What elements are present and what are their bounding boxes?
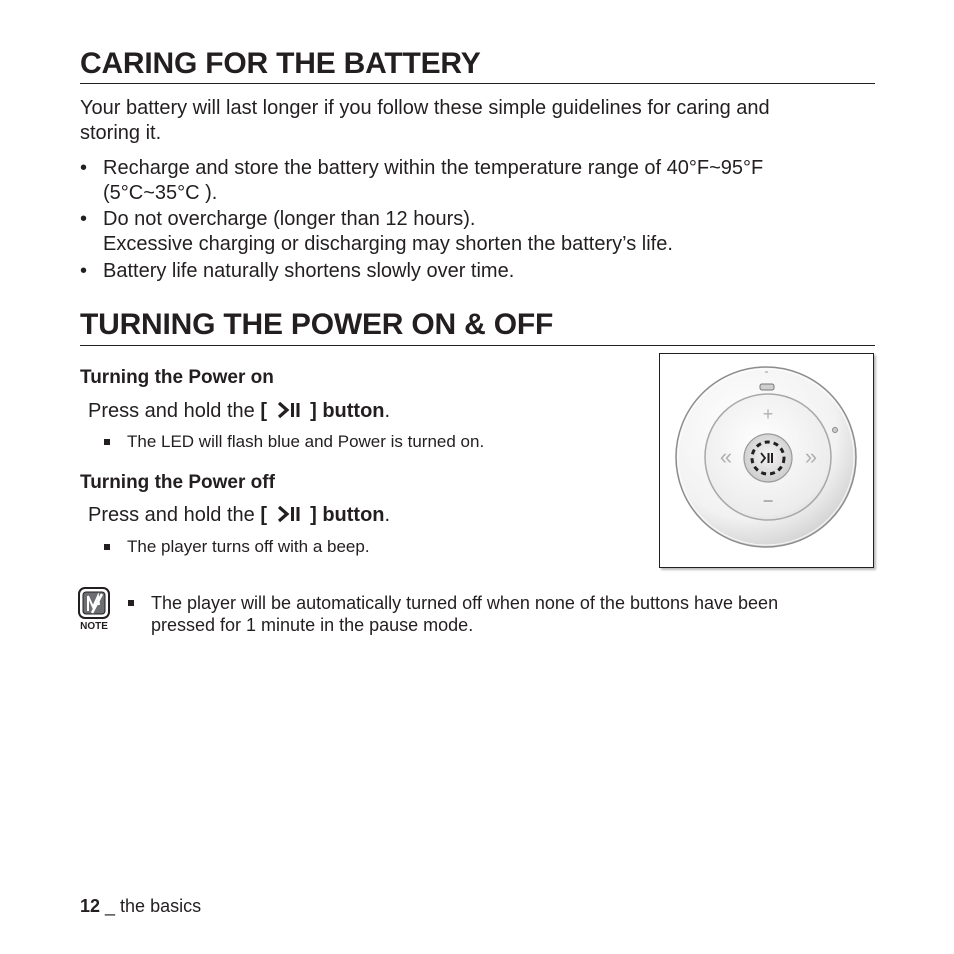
intro-line-1: Your battery will last longer if you follow these simple guidelines for caring and [80,97,770,119]
section-title-battery: CARING FOR THE BATTERY [80,47,481,80]
bullet-line: Recharge and store the battery within the temperature range of 40°F~95°F [103,157,764,179]
title-rule [80,345,875,346]
battery-intro [80,96,770,146]
bullet-line: Excessive charging or discharging may shorten the battery’s life. [103,233,673,255]
footer-separator: _ [100,896,121,916]
intro-line-2: storing it. [80,122,162,144]
note-label: NOTE [80,621,108,632]
bullet-line: Battery life naturally shortens slowly over time. [103,260,515,282]
square-bullet [104,544,110,550]
note-icon [78,587,110,621]
bullet-dot: • [80,208,88,230]
page-footer [80,895,201,917]
volume-down-label: − [762,491,774,511]
note-line: pressed for 1 minute in the pause mode. [151,615,474,635]
power-off-instruction: Press and hold the [ ] button. [88,504,391,526]
power-on-instruction: Press and hold the [ ] button. [88,400,391,422]
power-off-heading: Turning the Power off [80,472,275,493]
rewind-label: « [719,444,733,469]
square-bullet [128,600,134,606]
play-pause-icon [276,504,302,524]
mp3-player-graphic [660,354,873,567]
footer-section: the basics [120,896,202,916]
bullet-line: (5°C~35°C ). [103,182,218,204]
section-title-power: TURNING THE POWER ON & OFF [80,308,554,341]
device-illustration [659,353,874,568]
power-on-heading: Turning the Power on [80,367,274,388]
bullet-dot: • [80,157,88,179]
note-line: The player will be automatically turned off when none of the buttons have been [151,593,779,613]
page-number: 12 [80,896,101,916]
power-switch [760,384,774,390]
led-indicator [833,428,838,433]
bullet-line: Do not overcharge (longer than 12 hours). [103,208,476,230]
forward-label: » [804,444,818,469]
bullet-dot: • [80,260,88,282]
square-bullet [104,439,110,445]
title-rule [80,83,875,84]
volume-up-label: + [762,404,774,424]
play-pause-icon [276,400,302,420]
